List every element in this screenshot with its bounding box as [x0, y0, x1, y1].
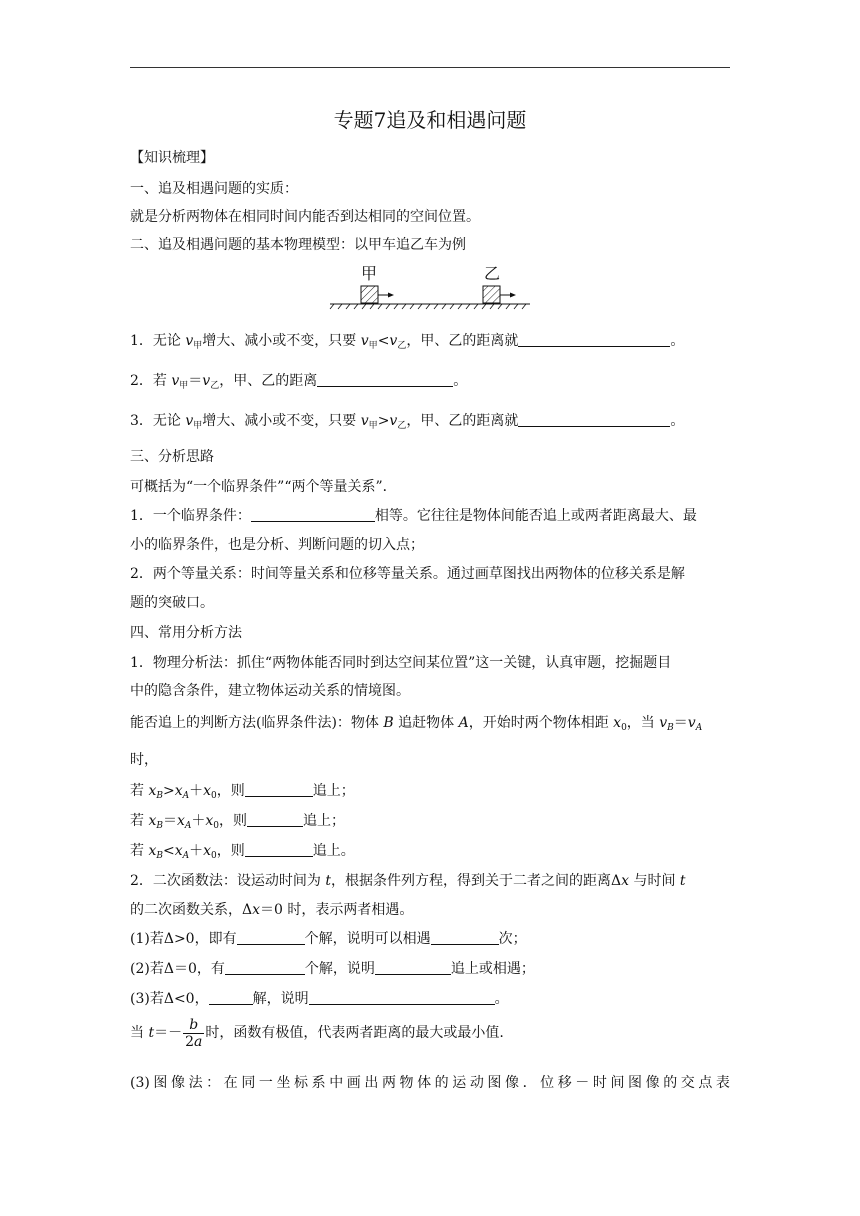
discriminant-case-2: (2)若Δ＝0，有 个解，说明 追上或相遇；: [130, 961, 535, 977]
fill-blank[interactable]: [518, 332, 670, 347]
judge-method-cont: 时，: [130, 752, 158, 768]
fill-blank[interactable]: [245, 782, 313, 797]
text-glyph: 图: [628, 1075, 643, 1091]
text-glyph: (3): [130, 1075, 150, 1091]
section-1-heading: 一、追及相遇问题的实质：: [130, 181, 298, 197]
car-b-block: [483, 286, 500, 303]
text-glyph: 坐: [276, 1075, 291, 1091]
fill-blank[interactable]: [317, 372, 453, 387]
text-glyph: ：: [206, 1075, 221, 1091]
text-glyph: 像: [171, 1075, 185, 1091]
judge-method-line: 能否追上的判断方法(临界条件法)：物体 B 追赶物体 A，开始时两个物体相距 $x_0$，当 $v_B=v_A$: [130, 715, 703, 733]
text-glyph: 位: [540, 1075, 555, 1091]
text-glyph: 像: [645, 1075, 660, 1091]
fill-blank[interactable]: [247, 812, 303, 827]
section-2-item-2: 2．若 $v_甲=v_乙$，甲、乙的距离 。: [130, 373, 468, 391]
section-1-text: 就是分析两物体在相同时间内能否到达相同的空间位置。: [130, 209, 480, 225]
car-a-label: 甲: [361, 264, 378, 283]
condition-lt: 若 $x_B<x_A+x_0$，则 追上。: [130, 843, 355, 861]
condition-gt: 若 $x_B>x_A+x_0$，则 追上；: [130, 783, 355, 801]
header-rule: [130, 67, 730, 68]
text-glyph: 间: [610, 1075, 625, 1091]
text-glyph: 的: [434, 1075, 449, 1091]
section-3-item-2-cont: 题的突破口。: [130, 595, 214, 611]
method-3-text: [130, 1074, 730, 1092]
method-3-line-1: [130, 1074, 730, 1092]
section-3-intro: 可概括为“一个临界条件”“两个等量关系”．: [130, 479, 397, 495]
fill-blank[interactable]: [251, 507, 375, 522]
text-glyph: 动: [469, 1075, 484, 1091]
fraction-b-over-2a: $\frac{b}{2a}$: [185, 1016, 203, 1050]
text-glyph: 两: [381, 1075, 396, 1091]
text-glyph: 交: [680, 1075, 695, 1091]
section-2-item-3: 3．无论 $v_甲$增大、减小或不变，只要 $v_甲>v_乙$，甲、乙的距离就 。: [130, 413, 685, 431]
method-1-line-1: 1．物理分析法：抓住“两物体能否同时到达空间某位置”这一关键，认真审题，挖掘题目: [130, 655, 672, 671]
section-3-heading: 三、分析思路: [130, 449, 214, 465]
fill-blank[interactable]: [375, 960, 451, 975]
text-glyph: 点: [698, 1075, 713, 1091]
text-glyph: －: [575, 1075, 590, 1091]
text-glyph: 中: [329, 1075, 344, 1091]
fill-blank[interactable]: [431, 930, 499, 945]
text-glyph: 运: [452, 1075, 467, 1091]
section-2-item-1: 1．无论 $v_甲$增大、减小或不变，只要 $v_甲<v_乙$，甲、乙的距离就 。: [130, 333, 685, 351]
text-glyph: 时: [592, 1075, 607, 1091]
text-glyph: 体: [417, 1075, 432, 1091]
text-glyph: 图: [153, 1075, 168, 1091]
text-glyph: 系: [311, 1075, 326, 1091]
fill-blank[interactable]: [518, 412, 670, 427]
text-glyph: 物: [399, 1075, 414, 1091]
text-glyph: ．: [522, 1075, 537, 1091]
page-title: 专题7追及和相遇问题: [333, 108, 527, 132]
section-label-knowledge: 【知识梳理】: [130, 150, 214, 166]
text-glyph: 标: [294, 1075, 309, 1091]
text-glyph: 法: [188, 1075, 203, 1091]
fill-blank[interactable]: [209, 990, 253, 1005]
method-1-line-2: 中的隐含条件，建立物体运动关系的情境图。: [130, 683, 410, 699]
text-glyph: 出: [364, 1075, 379, 1091]
condition-eq: 若 $x_B=x_A+x_0$，则 追上；: [130, 813, 346, 831]
discriminant-case-1: (1)若Δ>0，即有 个解，说明可以相遇 次；: [130, 931, 527, 947]
fill-blank[interactable]: [245, 842, 313, 857]
section-4-heading: 四、常用分析方法: [130, 625, 242, 641]
car-a-velocity-arrow: [378, 293, 394, 298]
ground-hatching: [330, 304, 526, 309]
extremum-line: 当 t＝－ $\frac{b}{2a}$ 时，函数有极值，代表两者距离的最大或最小值.: [130, 1016, 504, 1050]
text-glyph: 移: [557, 1075, 572, 1091]
method-2-line-2: 的二次函数关系，Δx＝0 时，表示两者相遇。: [130, 902, 414, 918]
section-3-item-2: 2．两个等量关系：时间等量关系和位移等量关系。通过画草图找出两物体的位移关系是解: [130, 566, 685, 582]
car-b-velocity-arrow: [500, 293, 516, 298]
text-glyph: 图: [487, 1075, 502, 1091]
section-3-item-1-cont: 小的临界条件，也是分析、判断问题的切入点；: [130, 537, 424, 553]
text-glyph: 画: [346, 1075, 361, 1091]
discriminant-case-3: (3)若Δ<0， 解，说明 。: [130, 991, 509, 1007]
method-2-line-1: 2．二次函数法：设运动时间为 t，根据条件列方程，得到关于二者之间的距离Δx 与时间 t: [130, 873, 686, 889]
car-chase-figure: [328, 262, 532, 310]
text-glyph: 表: [715, 1075, 730, 1091]
car-a-block: [361, 286, 378, 303]
text-glyph: 同: [241, 1075, 256, 1091]
car-b-label: 乙: [484, 264, 501, 283]
text-glyph: 的: [663, 1075, 678, 1091]
section-2-heading: 二、追及相遇问题的基本物理模型：以甲车追乙车为例: [130, 237, 466, 253]
fill-blank[interactable]: [225, 960, 305, 975]
section-3-item-1: 1．一个临界条件： 相等。它往往是物体间能否追上或两者距离最大、最: [130, 508, 697, 524]
text-glyph: 像: [504, 1075, 519, 1091]
fill-blank[interactable]: [309, 990, 495, 1005]
text-glyph: 在: [223, 1075, 238, 1091]
text-glyph: 一: [258, 1075, 273, 1091]
fill-blank[interactable]: [237, 930, 305, 945]
